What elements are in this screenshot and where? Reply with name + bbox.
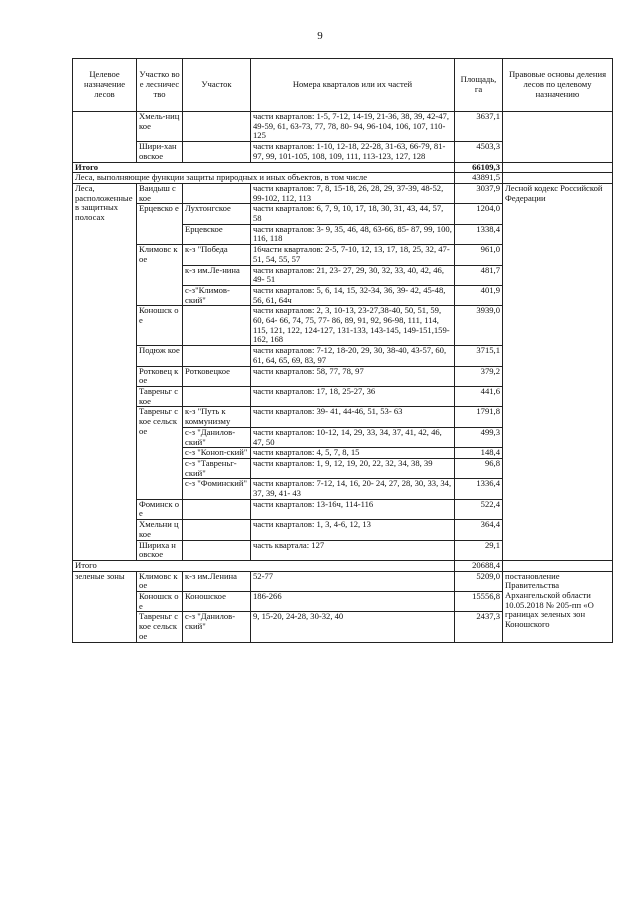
plot-cell: Лухтонгское (183, 204, 251, 224)
area-cell: 15556,8 (455, 592, 503, 612)
total-label: Итого (73, 560, 455, 571)
quarters-cell: части кварталов: 17, 18, 25-27, 36 (251, 386, 455, 406)
legal-basis-cell: Лесной кодекс Российской Федерации (503, 183, 613, 560)
total-value: 66109,3 (455, 162, 503, 173)
area-cell: 522,4 (455, 499, 503, 519)
district-cell: Ваидыш ское (137, 183, 183, 203)
quarters-cell: 9, 15-20, 24-28, 30-32, 40 (251, 612, 455, 642)
plot-cell: Коношское (183, 592, 251, 612)
empty-cell (503, 162, 613, 173)
plot-cell (183, 306, 251, 346)
area-cell: 3939,0 (455, 306, 503, 346)
area-cell: 2437,3 (455, 612, 503, 642)
page-number: 9 (317, 30, 323, 42)
quarters-cell: части кварталов: 7-12, 18-20, 29, 30, 38-40, 43-57, 60, 61, 64, 65, 69, 83, 97 (251, 346, 455, 366)
plot-cell: Ерцевское (183, 224, 251, 244)
header-quarters: Номера кварталов или их частей (251, 59, 455, 112)
forest-zoning-table (72, 58, 613, 643)
plot-cell: с-з "Тавреньг-ский" (183, 458, 251, 478)
table-row (73, 183, 613, 203)
plot-cell: Ротковецкое (183, 366, 251, 386)
header-row (73, 59, 613, 112)
total-label: Итого (73, 162, 455, 173)
quarters-cell: часть квартала: 127 (251, 540, 455, 560)
quarters-cell: 16части кварталов: 2-5, 7-10, 12, 13, 17, 18, 25, 32, 47-51, 54, 55, 57 (251, 245, 455, 265)
quarters-cell: части кварталов: 21, 23- 27, 29, 30, 32, 33, 40, 42, 46, 49- 51 (251, 265, 455, 285)
legal-basis-cell (503, 112, 613, 163)
area-cell: 1204,0 (455, 204, 503, 224)
header-purpose: Целевое назначение лесов (73, 59, 137, 112)
plot-cell (183, 142, 251, 162)
district-cell: Тавреньг ское сельское (137, 612, 183, 642)
plot-cell (183, 346, 251, 366)
section-label: Леса, выполняющие функции защиты природных и иных объектов, в том числе (73, 173, 455, 184)
quarters-cell: части кварталов: 7, 8, 15-18, 26, 28, 29, 37-39, 48-52, 99-102, 112, 113 (251, 183, 455, 203)
quarters-cell: части кварталов: 5, 6, 14, 15, 32-34, 36, 39- 42, 45-48, 56, 61, 64ч (251, 285, 455, 305)
quarters-cell: части кварталов: 1-5, 7-12, 14-19, 21-36, 38, 39, 42-47, 49-59, 61, 63-73, 77, 78, 80- 94, 96-104, 106, 107, 110-125 (251, 112, 455, 142)
quarters-cell: части кварталов: 10-12, 14, 29, 33, 34, 37, 41, 42, 46, 47, 50 (251, 427, 455, 447)
quarters-cell: части кварталов: 58, 77, 78, 97 (251, 366, 455, 386)
section-value: 43891,5 (455, 173, 503, 184)
district-cell: Тавреньг ское сельское (137, 407, 183, 499)
district-cell: Хмельни цкое (137, 520, 183, 540)
area-cell: 96,8 (455, 458, 503, 478)
district-cell: Шириха новское (137, 540, 183, 560)
plot-cell: к-з им.Ле-нина (183, 265, 251, 285)
quarters-cell: 52-77 (251, 571, 455, 591)
header-legal-basis: Правовые основы деления лесов по целевому назначению (503, 59, 613, 112)
plot-cell (183, 520, 251, 540)
plot-cell: к-з им.Ленина (183, 571, 251, 591)
district-cell: Коношск ое (137, 306, 183, 346)
district-cell: Подюж кое (137, 346, 183, 366)
plot-cell (183, 386, 251, 406)
plot-cell: с-з "Данилов-ский" (183, 427, 251, 447)
quarters-cell: части кварталов: 7-12, 14, 16, 20- 24, 27, 28, 30, 33, 34, 37, 39, 41- 43 (251, 479, 455, 499)
purpose-cell: зеленые зоны (73, 571, 137, 642)
area-cell: 499,3 (455, 427, 503, 447)
area-cell: 5209,0 (455, 571, 503, 591)
quarters-cell: 186-266 (251, 592, 455, 612)
area-cell: 3637,1 (455, 112, 503, 142)
plot-cell: с-з "Данилов-ский" (183, 612, 251, 642)
district-cell: Хмель-ницкое (137, 112, 183, 142)
area-cell: 29,1 (455, 540, 503, 560)
area-cell: 401,9 (455, 285, 503, 305)
empty-cell (503, 173, 613, 184)
area-cell: 481,7 (455, 265, 503, 285)
quarters-cell: части кварталов: 2, 3, 10-13, 23-27,38-40, 50, 51, 59, 60, 64- 66, 74, 75, 77- 86, 89, 91, 92, 96-98, 111, 114, 115, 121, 122, 124-127, 131-133, 143-145, 149-151,159-162, 168 (251, 306, 455, 346)
area-cell: 379,2 (455, 366, 503, 386)
header-district: Участко вое лесничес тво (137, 59, 183, 112)
district-cell: Климовс кое (137, 571, 183, 591)
total-row (73, 162, 613, 173)
quarters-cell: части кварталов: 1, 9, 12, 19, 20, 22, 32, 34, 38, 39 (251, 458, 455, 478)
plot-cell: к-з "Путь к коммунизму (183, 407, 251, 427)
total-value: 20688,4 (455, 560, 503, 571)
quarters-cell: части кварталов: 3- 9, 35, 46, 48, 63-66, 85- 87, 99, 100, 116, 118 (251, 224, 455, 244)
plot-cell: с-з"Климов-ский" (183, 285, 251, 305)
area-cell: 961,0 (455, 245, 503, 265)
section-row (73, 173, 613, 184)
purpose-cell: Леса, расположенные в защитных полосах (73, 183, 137, 560)
quarters-cell: части кварталов: 1-10, 12-18, 22-28, 31-63, 66-79, 81-97, 99, 101-105, 108, 109, 111, 113-123, 127, 128 (251, 142, 455, 162)
area-cell: 1791,8 (455, 407, 503, 427)
area-cell: 3037,9 (455, 183, 503, 203)
district-cell: Тавреньг ское (137, 386, 183, 406)
district-cell: Коношск ое (137, 592, 183, 612)
total-row (73, 560, 613, 571)
quarters-cell: части кварталов: 13-16ч, 114-116 (251, 499, 455, 519)
legal-basis-cell: постановление Правительства Архангельской области 10.05.2018 № 205-пп «О границах зеленых зон Коношского (503, 571, 613, 642)
area-cell: 3715,1 (455, 346, 503, 366)
plot-cell: с-з "Фоминский" (183, 479, 251, 499)
area-cell: 148,4 (455, 448, 503, 459)
table-row (73, 112, 613, 142)
district-cell: Ротковец кое (137, 366, 183, 386)
purpose-cell (73, 112, 137, 163)
quarters-cell: части кварталов: 1, 3, 4-6, 12, 13 (251, 520, 455, 540)
plot-cell (183, 540, 251, 560)
district-cell: Фоминск ое (137, 499, 183, 519)
empty-cell (503, 560, 613, 571)
area-cell: 1338,4 (455, 224, 503, 244)
area-cell: 1336,4 (455, 479, 503, 499)
plot-cell (183, 183, 251, 203)
table-row (73, 571, 613, 591)
area-cell: 441,6 (455, 386, 503, 406)
area-cell: 4503,3 (455, 142, 503, 162)
quarters-cell: части кварталов: 4, 5, 7, 8, 15 (251, 448, 455, 459)
district-cell: Шири-хановское (137, 142, 183, 162)
plot-cell: с-з "Коноп-ский" (183, 448, 251, 459)
quarters-cell: части кварталов: 39- 41, 44-46, 51, 53- 63 (251, 407, 455, 427)
plot-cell (183, 112, 251, 142)
district-cell: Ерцевско е (137, 204, 183, 245)
district-cell: Климовс кое (137, 245, 183, 306)
quarters-cell: части кварталов: 6, 7, 9, 10, 17, 18, 30, 31, 43, 44, 57, 58 (251, 204, 455, 224)
header-area: Площадь, га (455, 59, 503, 112)
plot-cell: к-з "Победа (183, 245, 251, 265)
area-cell: 364,4 (455, 520, 503, 540)
header-plot: Участок (183, 59, 251, 112)
plot-cell (183, 499, 251, 519)
